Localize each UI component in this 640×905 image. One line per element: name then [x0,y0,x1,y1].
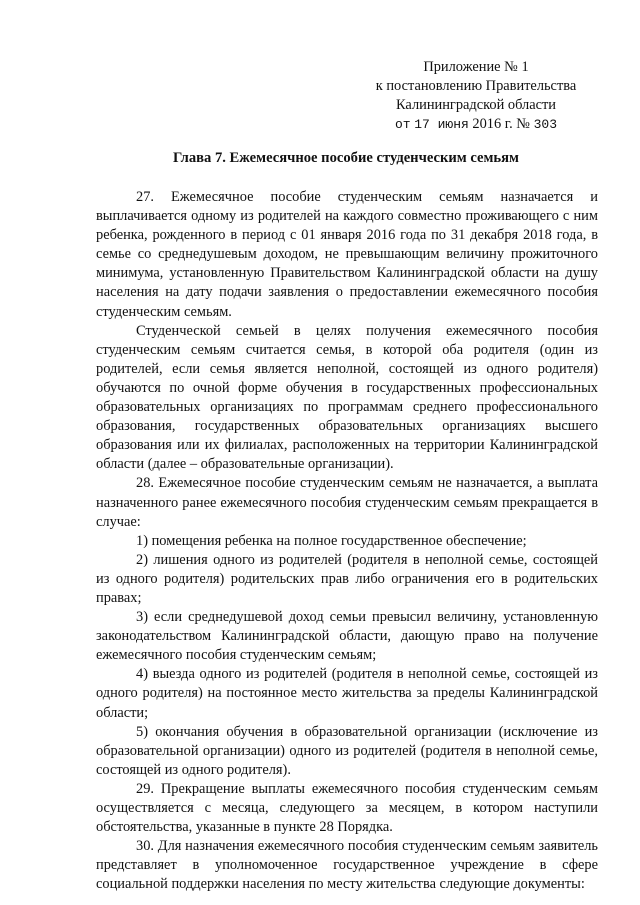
appendix-line-3: Калининградской области [396,97,556,113]
list-item-1: 1) помещения ребенка на полное государственное обеспечение; [136,532,527,549]
list-item-3: 3) если среднедушевой доход семьи превысил величину, установленную законодательством Калининградской области, дающую право на получение ежемесячного пособия студенческим семьям; [96,609,598,664]
appendix-dateline [360,115,592,134]
paragraph-28: 28. Ежемесячное пособие студенческим семьям не назначается, а выплата назначенного ранее ежемесячного пособия студенческим семьям прекращается в случае: [96,475,598,530]
appendix-line-2: к постановлению Правительства [375,78,577,94]
paragraph-30: 30. Для назначения ежемесячного пособия студенческим семьям заявитель представляет в уполномоченное государственное учреждение в сфере социальной поддержки населения по месту жительства следующие документы: [96,838,598,893]
chapter-title: Глава 7. Ежемесячное пособие студенческим семьям [173,150,519,166]
date-year: 2016 г. № [472,116,530,132]
date-handwritten: 17 июня [414,117,469,132]
list-item-2: 2) лишения одного из родителей (родителя в неполной семье, состоящей из одного родителя) родительских прав либо ограничения его в родительских правах; [96,551,598,606]
document-number: 303 [533,117,558,132]
paragraph-29: 29. Прекращение выплаты ежемесячного пособия студенческим семьям осуществляется с месяца, следующего за месяцем, в котором наступили обстоятельства, указанные в пункте 28 Порядка. [96,780,598,836]
document-body [96,188,598,894]
paragraph-27: 27. Ежемесячное пособие студенческим семьям назначается и выплачивается одному из родителей на каждого совместно проживающего с ним ребенка, рожденного в период с 01 января 2016 года по 31 декабря 2018 года, в семье со среднедушевым доходом, не превышающим величину прожиточного минимума, установленную Правительством Калининградской области на душу населения на дату подачи заявления о предоставлении ежемесячного пособия студенческим семьям. [96,189,598,320]
appendix-line-1: Приложение № 1 [423,59,529,75]
paragraph-student-family-definition: Студенческой семьей в целях получения ежемесячного пособия студенческим семьям считается семья, в которой оба родителя (один из родителей, если семья является неполной, состоящей из одного родителя) обучаются по очной форме обучения в государственных профессиональных образовательных организациях по программам среднего профессионального образования, государственных образовательных организациях высшего образования или их филиалах, расположенных на территории Калининградской области (далее – образовательные организации). [96,322,598,473]
date-prefix: от [394,117,411,132]
list-item-5: 5) окончания обучения в образовательной организации (исключение из образовательной организации) одного из родителей (родителя в неполной семье, состоящей из одного родителя). [96,723,598,778]
list-item-4: 4) выезда одного из родителей (родителя в неполной семье, состоящей из одного родителя) на постоянное место жительства за пределы Калининградской области; [96,666,598,721]
appendix-header [360,58,592,134]
